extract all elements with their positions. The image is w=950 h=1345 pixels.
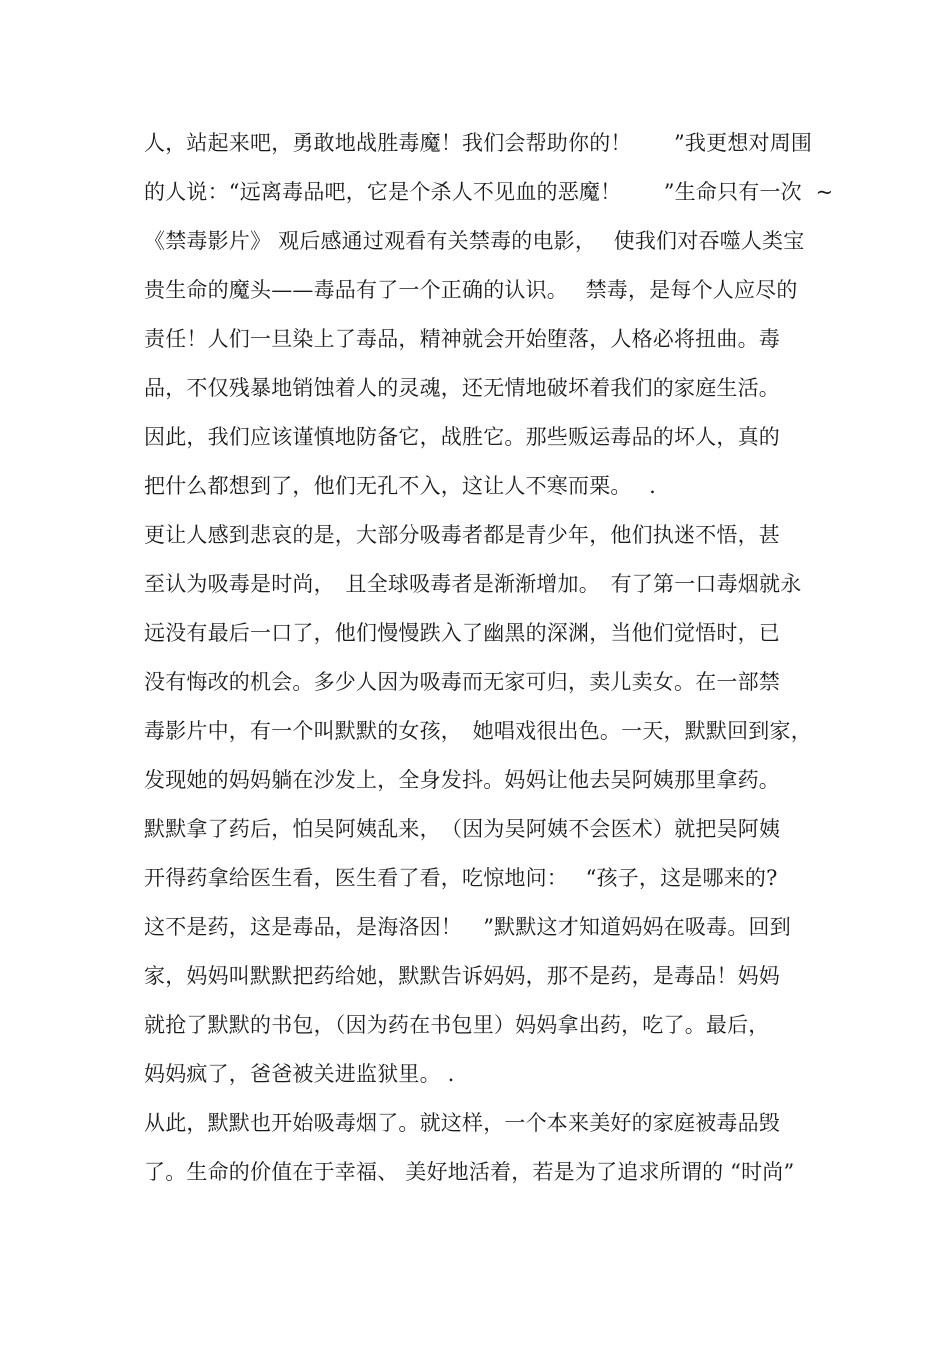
essay-body <box>144 124 924 1202</box>
text-line: 从此，默默也开始吸毒烟了。就这样，一个本来美好的家庭被毒品毁 <box>144 1111 780 1135</box>
text-line: 把什么都想到了，他们无孔不入，这让人不寒而栗。 . <box>144 474 657 498</box>
text-line: 默默拿了药后，怕吴阿姨乱来， （因为吴阿姨不会医术）就把吴阿姨 <box>144 817 781 841</box>
text-line: 了。生命的价值在于幸福、 美好地活着，若是为了追求所谓的 “时尚” <box>144 1160 795 1184</box>
text-line: 的人说：“远离毒品吧，它是个杀人不见血的恶魔！ ”生命只有一次 ~ <box>144 180 834 204</box>
text-line: 家，妈妈叫默默把药给她，默默告诉妈妈，那不是药，是毒品！妈妈 <box>144 964 780 988</box>
text-line: 因此，我们应该谨慎地防备它，战胜它。那些贩运毒品的坏人，真的 <box>144 425 780 449</box>
text-line: 远没有最后一口了，他们慢慢跌入了幽黑的深渊，当他们觉悟时，已 <box>144 621 780 645</box>
text-line: 品，不仅残暴地销蚀着人的灵魂，还无情地破坏着我们的家庭生活。 <box>144 376 780 400</box>
text-line: 就抢了默默的书包，（因为药在书包里）妈妈拿出药，吃了。最后， <box>144 1013 770 1037</box>
text-line: 贵生命的魔头——毒品有了一个正确的认识。 禁毒，是每个人应尽的 <box>144 278 798 302</box>
text-line: 开得药拿给医生看，医生看了看，吃惊地问： “孩子，这是哪来的? <box>144 866 778 890</box>
text-line: 人，站起来吧，勇敢地战胜毒魔！我们会帮助你的！ ”我更想对周围 <box>144 131 813 155</box>
text-line: 毒影片中，有一个叫默默的女孩， 她唱戏很出色。一天，默默回到家， <box>144 719 812 743</box>
text-line: 更让人感到悲哀的是，大部分吸毒者都是青少年，他们执迷不悟，甚 <box>144 523 780 547</box>
text-line: 《禁毒影片》 观后感通过观看有关禁毒的电影， 使我们对吞噬人类宝 <box>144 229 805 253</box>
text-line: 这不是药，这是毒品，是海洛因！ ”默默这才知道妈妈在吸毒。回到 <box>144 915 791 939</box>
text-line: 没有悔改的机会。多少人因为吸毒而无家可归，卖儿卖女。在一部禁 <box>144 670 780 694</box>
text-line: 妈妈疯了，爸爸被关进监狱里。 . <box>144 1062 455 1086</box>
text-line: 责任！人们一旦染上了毒品，精神就会开始堕落，人格必将扭曲。毒 <box>144 327 780 351</box>
text-line: 至认为吸毒是时尚， 且全球吸毒者是渐渐增加。 有了第一口毒烟就永 <box>144 572 802 596</box>
text-line: 发现她的妈妈躺在沙发上，全身发抖。妈妈让他去吴阿姨那里拿药。 <box>144 768 780 792</box>
